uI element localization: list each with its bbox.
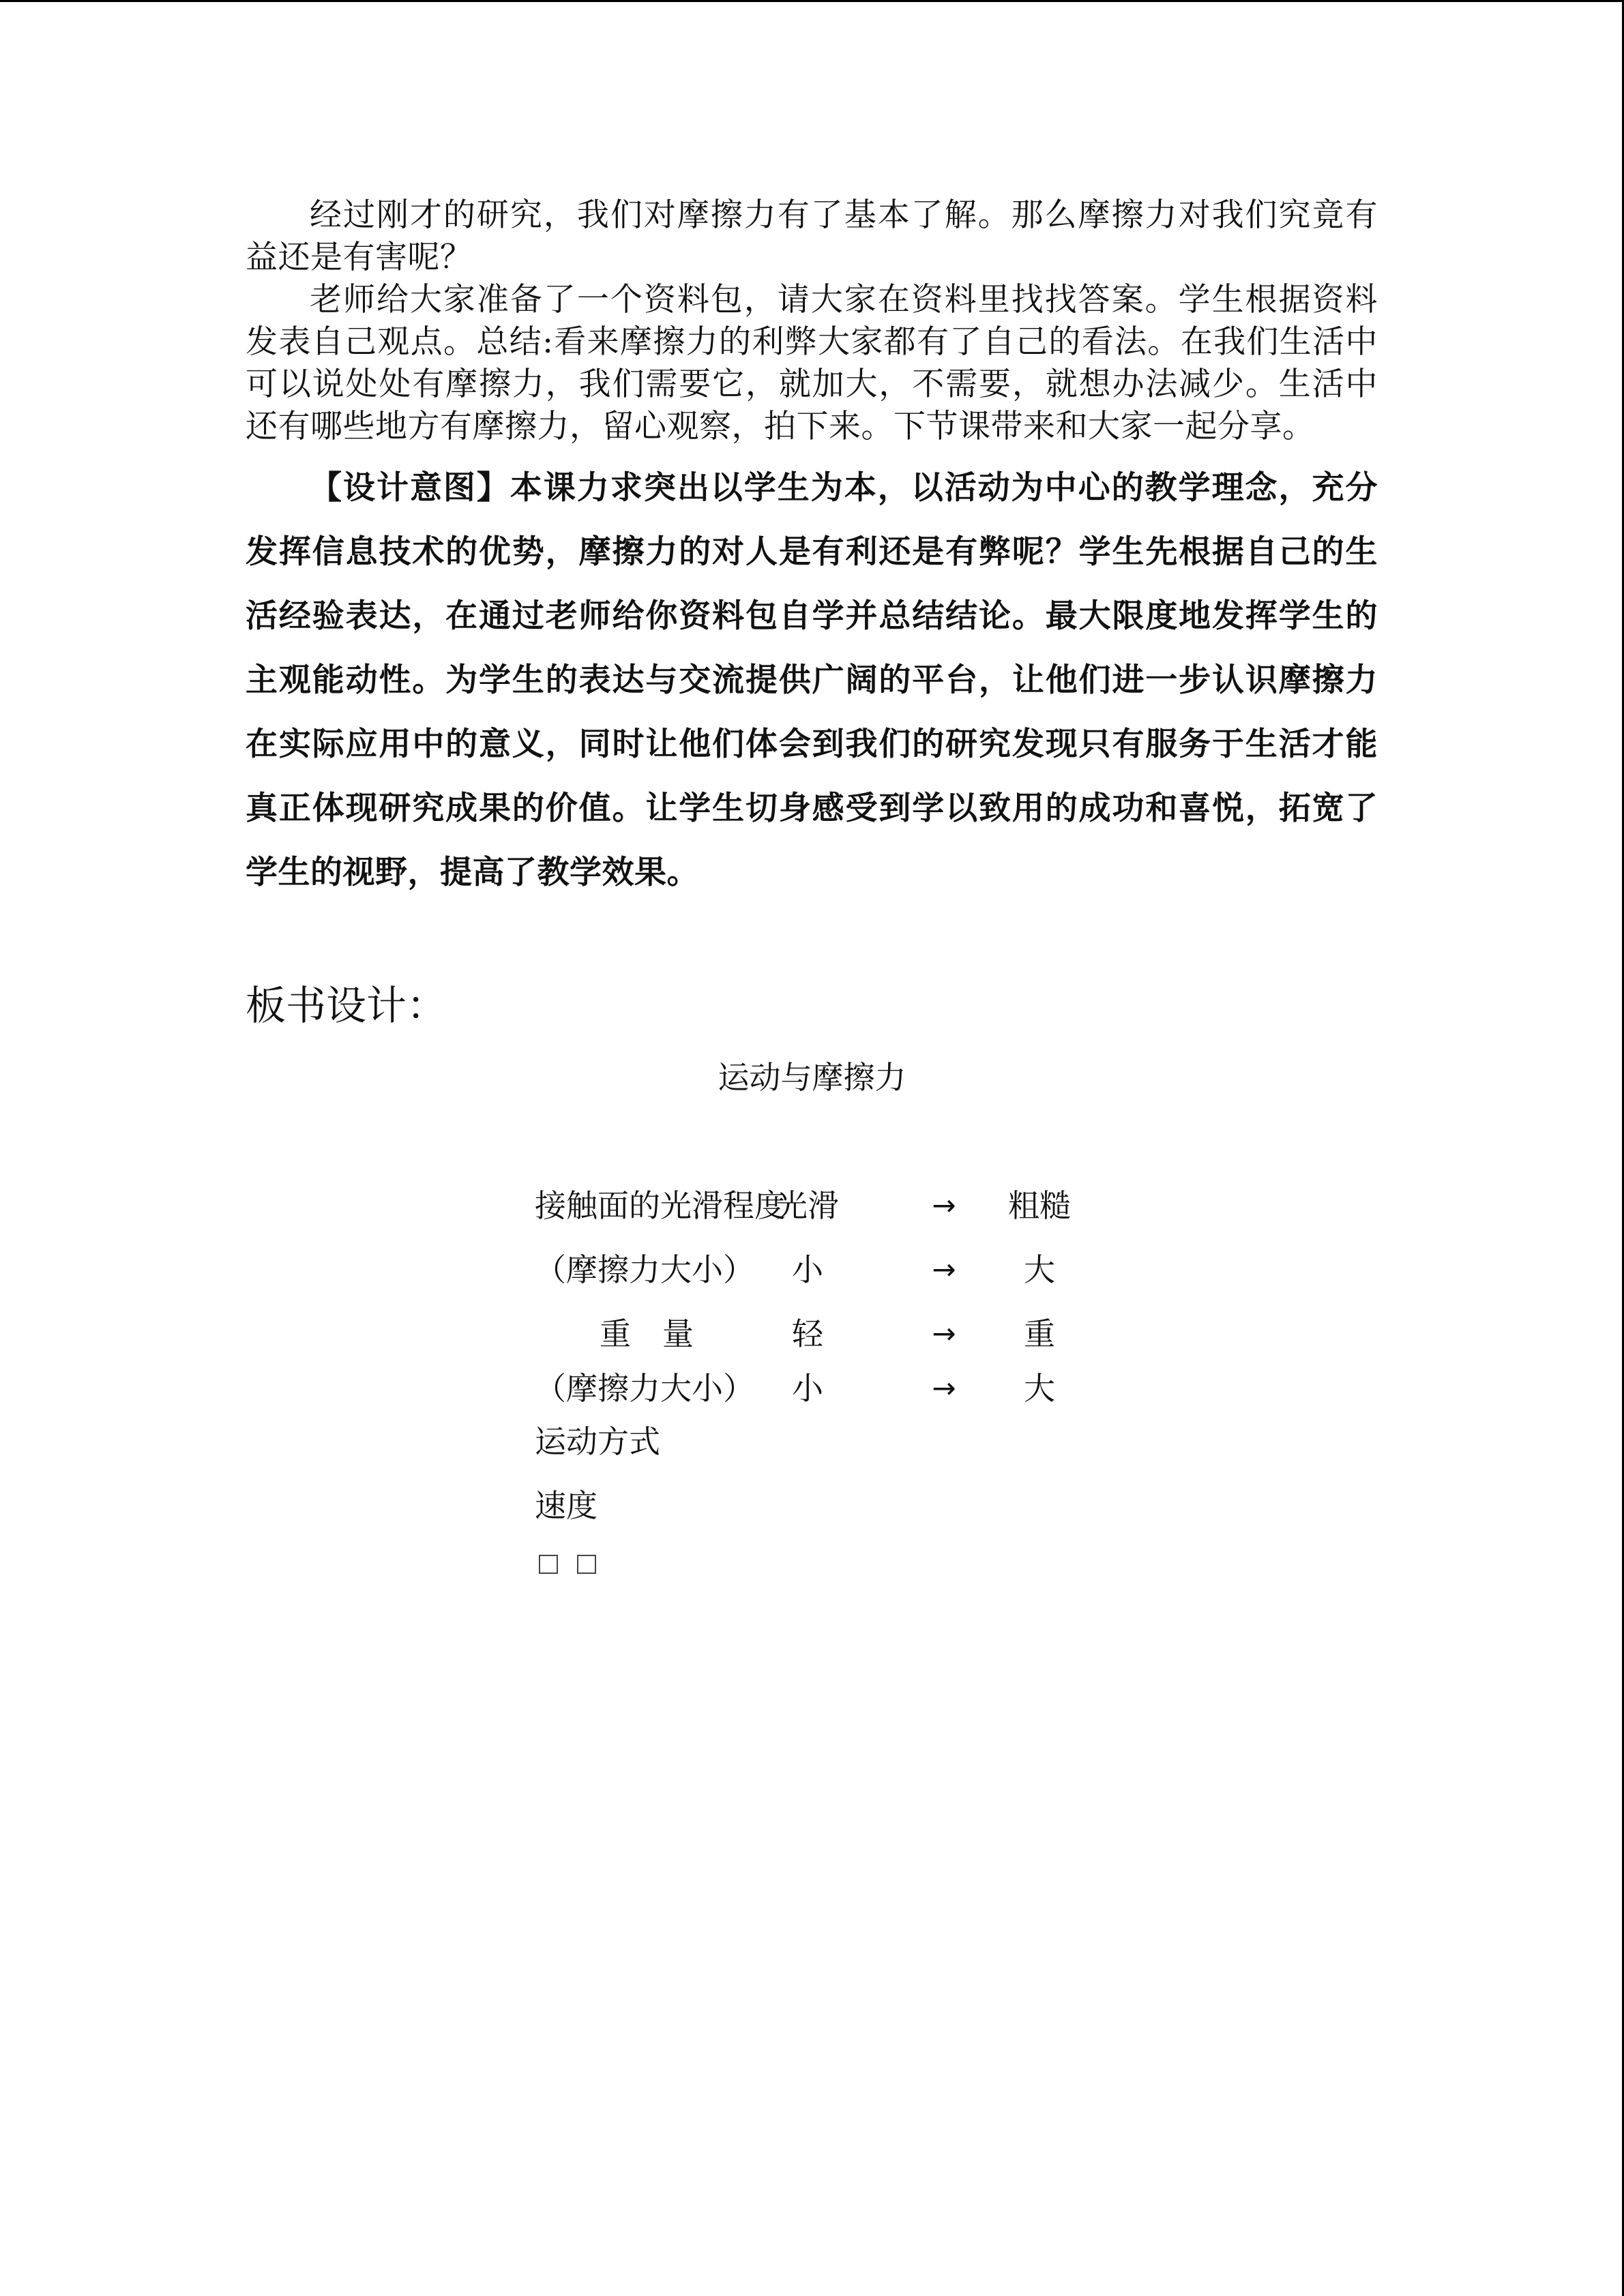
board-row-to: 大 [1024, 1251, 1055, 1288]
empty-box-icon [577, 1555, 596, 1574]
board-row-label-part: 重 [600, 1315, 631, 1352]
board-row-from: 小 [792, 1251, 823, 1288]
page-border-top [0, 0, 1624, 2]
board-row-label [600, 1312, 694, 1356]
board-row-from: 光滑 [776, 1187, 839, 1224]
arrow-right-icon: → [932, 1189, 956, 1222]
arrow-right-icon: → [932, 1253, 956, 1286]
board-row-to: 重 [1024, 1315, 1055, 1352]
board-row-label: 接触面的光滑程度 [535, 1187, 786, 1224]
paragraph-research-summary: 经过刚才的研究，我们对摩擦力有了基本了解。那么摩擦力对我们究竟有益还是有害呢？ [246, 196, 1378, 276]
document-body [246, 194, 1378, 905]
board-row-label: （摩擦力大小） [535, 1251, 754, 1288]
arrow-right-icon: → [932, 1371, 956, 1405]
board-row-label: 运动方式 [535, 1423, 660, 1460]
board-design-heading: 板书设计： [246, 982, 447, 1029]
board-row-from: 小 [792, 1370, 823, 1407]
board-title: 运动与摩擦力 [718, 1059, 906, 1096]
empty-box-icon [539, 1555, 558, 1574]
board-row-to: 粗糙 [1008, 1187, 1071, 1224]
paragraph-design-intent: 【设计意图】本课力求突出以学生为本，以活动为中心的教学理念，充分发挥信息技术的优势，摩擦力的对人是有利还是有弊呢？学生先根据自己的生活经验表达，在通过老师给你资料包自学并总结结论。最大限度地发挥学生的主观能动性。为学生的表达与交流提供广阔的平台，让他们进一步认识摩擦力在实际应用中的意义，同时让他们体会到我们的研究发现只有服务于生活才能真正体现研究成果的价值。让学生切身感受到学以致用的成功和喜悦，拓宽了学生的视野，提高了教学效果。 [246, 469, 1378, 891]
arrow-right-icon: → [932, 1317, 956, 1350]
board-row-label: （摩擦力大小） [535, 1370, 754, 1407]
paragraph-resource-pack: 老师给大家准备了一个资料包，请大家在资料里找找答案。学生根据资料发表自己观点。总结:看来摩擦力的利弊大家都有了自己的看法。在我们生活中可以说处处有摩擦力，我们需要它，就加大，不需要，就想办法减少。生活中还有哪些地方有摩擦力，留心观察，拍下来。下节课带来和大家一起分享。 [246, 281, 1378, 445]
board-row-label-part: 量 [662, 1315, 694, 1352]
placeholder-boxes [539, 1555, 615, 1582]
board-row-from: 轻 [792, 1315, 823, 1352]
board-row-label: 速度 [535, 1487, 597, 1524]
board-row-to: 大 [1024, 1370, 1055, 1407]
